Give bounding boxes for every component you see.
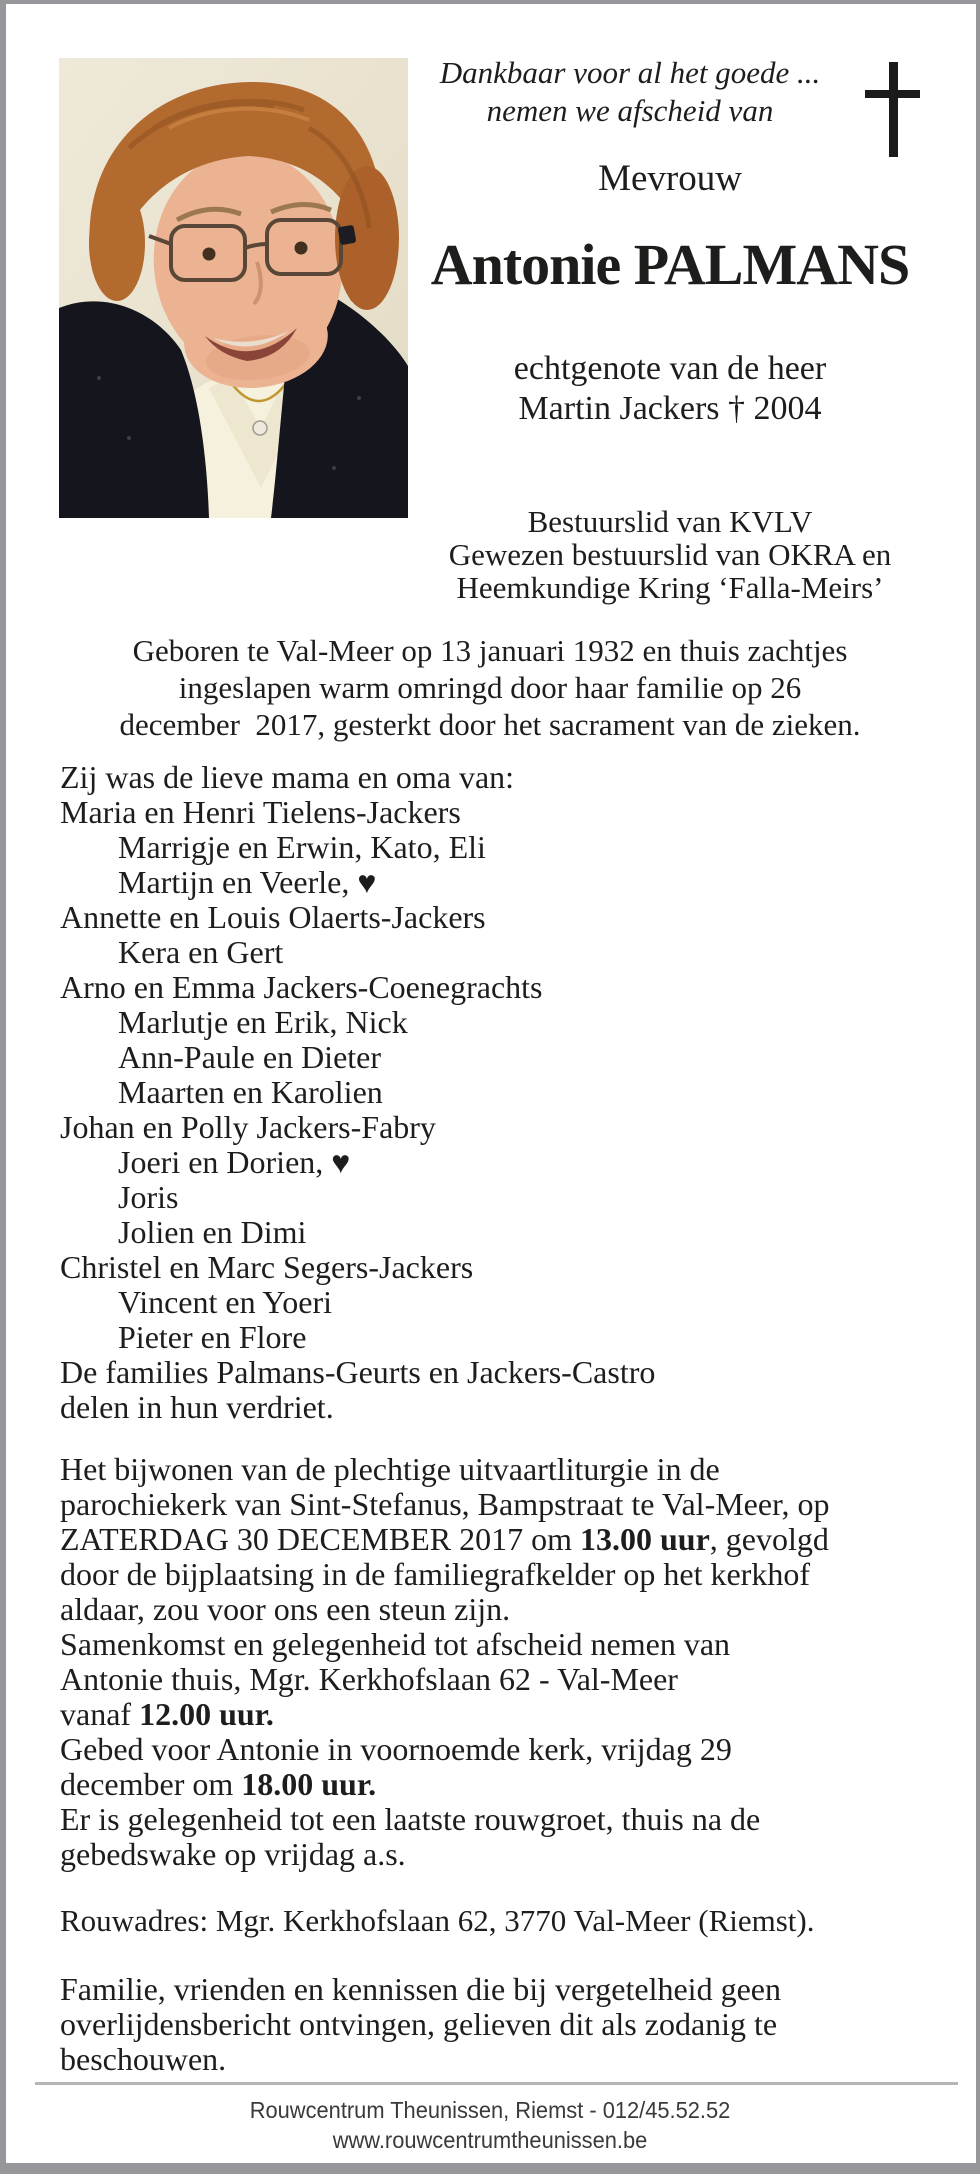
- salutation: Mevrouw: [598, 158, 742, 199]
- family-member-line: Marlutje en Erik, Nick: [118, 1004, 408, 1040]
- announcement-line: Het bijwonen van de plechtige uitvaartliturgie in de: [60, 1451, 720, 1487]
- birth-death-line: december 2017, gesterkt door het sacrament van de zieken.: [119, 707, 861, 742]
- portrait-photo: [59, 58, 408, 518]
- birth-death-line: Geboren te Val-Meer op 13 januari 1932 en thuis zachtjes: [132, 633, 848, 668]
- latin-cross-icon: [865, 62, 920, 157]
- mourning-address: Rouwadres: Mgr. Kerkhofslaan 62, 3770 Val-Meer (Riemst).: [60, 1903, 815, 1938]
- announcement-line: Antonie thuis, Mgr. Kerkhofslaan 62 - Val-Meer: [60, 1661, 678, 1697]
- family-member-line: Joris: [118, 1179, 179, 1215]
- announcement-line: ZATERDAG 30 DECEMBER 2017 om 13.00 uur, gevolgd: [60, 1521, 829, 1557]
- announcement-line: Samenkomst en gelegenheid tot afscheid nemen van: [60, 1626, 731, 1662]
- family-list: [60, 795, 940, 1425]
- family-member-line: Christel en Marc Segers-Jackers: [60, 1249, 474, 1285]
- family-member-line: Annette en Louis Olaerts-Jackers: [60, 899, 486, 935]
- family-block: [60, 760, 940, 1425]
- family-member-line: Pieter en Flore: [118, 1319, 307, 1355]
- family-member-line: Ann-Paule en Dieter: [118, 1039, 382, 1075]
- family-member-line: Johan en Polly Jackers-Fabry: [60, 1109, 436, 1145]
- birth-death-line: ingeslapen warm omringd door haar familie op 26: [178, 670, 802, 705]
- spouse-block: [400, 349, 940, 429]
- announcement-line: parochiekerk van Sint-Stefanus, Bampstraat te Val-Meer, op: [60, 1486, 830, 1522]
- epigraph-line-2: nemen we afscheid van: [486, 93, 774, 128]
- family-member-line: Vincent en Yoeri: [118, 1284, 333, 1320]
- membership-line: Bestuurslid van KVLV: [527, 504, 813, 539]
- announcement-line: Gebed voor Antonie in voornoemde kerk, vrijdag 29: [60, 1731, 732, 1767]
- glasses-hinge: [338, 225, 357, 246]
- memberships-block: [400, 505, 940, 604]
- family-member-line: Jolien en Dimi: [118, 1214, 307, 1250]
- announcement-line: december om 18.00 uur.: [60, 1766, 377, 1802]
- closing-note: [60, 1972, 940, 2077]
- announcement-line: aldaar, zou voor ons een steun zijn.: [60, 1591, 511, 1627]
- family-intro: Zij was de lieve mama en oma van:: [60, 759, 515, 795]
- closing-line: beschouwen.: [60, 2041, 227, 2077]
- spouse-line-2: Martin Jackers † 2004: [518, 390, 822, 427]
- footer-divider: [35, 2082, 958, 2085]
- portrait-photo-image: [59, 58, 408, 518]
- membership-line: Heemkundige Kring ‘Falla-Meirs’: [456, 570, 884, 605]
- family-member-line: Joeri en Dorien, ♥: [118, 1144, 351, 1180]
- family-member-line: Maria en Henri Tielens-Jackers: [60, 794, 461, 830]
- eye-right: [295, 242, 308, 255]
- pearl-pendant: [253, 421, 267, 435]
- membership-line: Gewezen bestuurslid van OKRA en: [448, 537, 892, 572]
- announcement-line: Er is gelegenheid tot een laatste rouwgroet, thuis na de: [60, 1801, 761, 1837]
- closing-line: overlijdensbericht ontvingen, gelieven dit als zodanig te: [60, 2006, 778, 2042]
- family-member-line: Martijn en Veerle, ♥: [118, 864, 377, 900]
- announcement-line: door de bijplaatsing in de familiegrafkelder op het kerkhof: [60, 1556, 810, 1592]
- funeral-announcement: [60, 1452, 940, 1872]
- footer: [25, 2095, 956, 2155]
- epigraph: [420, 54, 840, 130]
- cross-vertical-bar: [889, 62, 898, 157]
- epigraph-line-1: Dankbaar voor al het goede ...: [439, 55, 821, 90]
- announcement-line: vanaf 12.00 uur.: [60, 1696, 274, 1732]
- birth-death-paragraph: [40, 632, 940, 743]
- funeral-home-website: www.rouwcentrumtheunissen.be: [332, 2127, 648, 2153]
- announcement-line: gebedswake op vrijdag a.s.: [60, 1836, 406, 1872]
- family-member-line: Marrigje en Erwin, Kato, Eli: [118, 829, 486, 865]
- deceased-name-title: Antonie PALMANS: [430, 232, 910, 297]
- family-member-line: delen in hun verdriet.: [60, 1389, 334, 1425]
- family-member-line: Arno en Emma Jackers-Coenegrachts: [60, 969, 543, 1005]
- family-member-line: Maarten en Karolien: [118, 1074, 383, 1110]
- closing-line: Familie, vrienden en kennissen die bij vergetelheid geen: [60, 1971, 781, 2007]
- eye-left: [203, 248, 216, 261]
- cross-horizontal-bar: [865, 90, 920, 98]
- family-member-line: Kera en Gert: [118, 934, 284, 970]
- family-member-line: De families Palmans-Geurts en Jackers-Castro: [60, 1354, 656, 1390]
- funeral-home-info: Rouwcentrum Theunissen, Riemst - 012/45.52.52: [249, 2097, 731, 2123]
- spouse-line-1: echtgenote van de heer: [513, 350, 827, 387]
